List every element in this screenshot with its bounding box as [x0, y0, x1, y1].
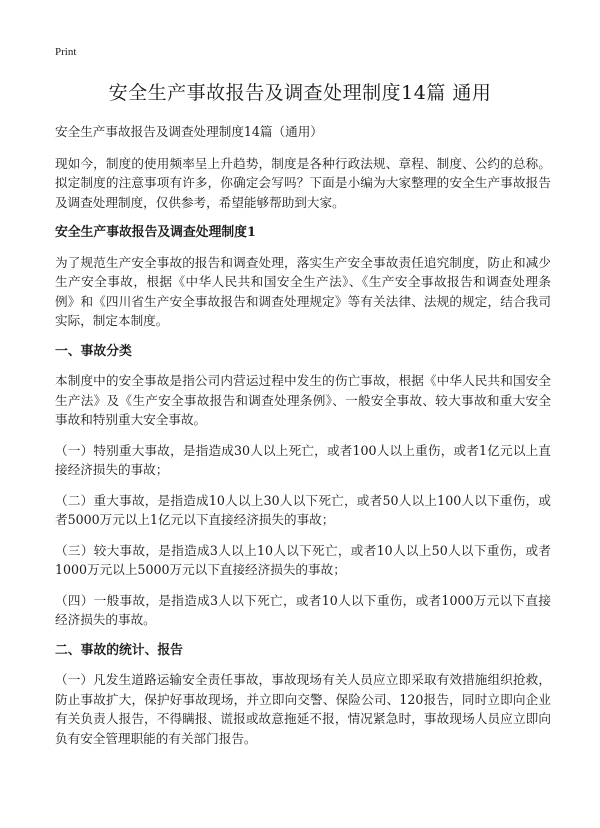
statistics-paragraph: （一）凡发生道路运输安全责任事故，事故现场有关人员应立即采取有效措施组织抢救，防止事故扩大，保护好事故现场，并立即向交警、保险公司、120报告，同时立即向企业有关负责人报告，不得瞒报、谎报或故意拖延不报，情况紧急时，事故现场人员应立即向负有安全管理职能的有关部门报告。 [55, 672, 551, 746]
page-title: 安全生产事故报告及调查处理制度14篇 通用 [108, 82, 492, 104]
statistics-heading: 二、事故的统计、报告 [55, 642, 183, 658]
section1-paragraph: 为了规范生产安全事故的报告和调查处理，落实生产安全事故责任追究制度，防止和减少生产安全事故，根据《中华人民共和国安全生产法》、《生产安全事故报告和调查处理条例》和《四川省生产安全事故报告和调查处理规定》等有关法律、法规的规定，结合我司实际，制定本制度。 [55, 254, 551, 328]
document-subtitle: 安全生产事故报告及调查处理制度14篇（通用） [55, 124, 323, 139]
document-body [55, 122, 551, 759]
classification-item-3: （三）较大事故，是指造成3人以上10人以下死亡，或者10人以上50人以下重伤，或者1000万元以上5000万元以下直接经济损失的事故； [55, 542, 551, 577]
intro-paragraph: 现如今，制度的使用频率呈上升趋势，制度是各种行政法规、章程、制度、公约的总称。拟定制度的注意事项有许多，你确定会写吗？下面是小编为大家整理的安全生产事故报告及调查处理制度，仅供参考，希望能够帮助到大家。 [55, 155, 551, 210]
print-label[interactable]: Print [55, 46, 77, 58]
classification-heading: 一、事故分类 [55, 343, 132, 359]
section1-heading: 安全生产事故报告及调查处理制度1 [55, 225, 256, 240]
classification-paragraph: 本制度中的安全事故是指公司内营运过程中发生的伤亡事故，根据《中华人民共和国安全生产法》及《生产安全事故报告和调查处理条例》、一般安全事故、较大事故和重大安全事故和特别重大安全事故。 [55, 373, 551, 427]
classification-item-4: （四）一般事故，是指造成3人以下死亡，或者10人以下重伤，或者1000万元以下直接经济损失的事故。 [55, 592, 551, 627]
classification-item-2: （二）重大事故，是指造成10人以上30人以下死亡，或者50人以上100人以下重伤，或者5000万元以上1亿元以下直接经济损失的事故； [55, 492, 551, 527]
classification-item-1: （一）特别重大事故，是指造成30人以上死亡，或者100人以上重伤，或者1亿元以上直接经济损失的事故； [55, 442, 551, 477]
